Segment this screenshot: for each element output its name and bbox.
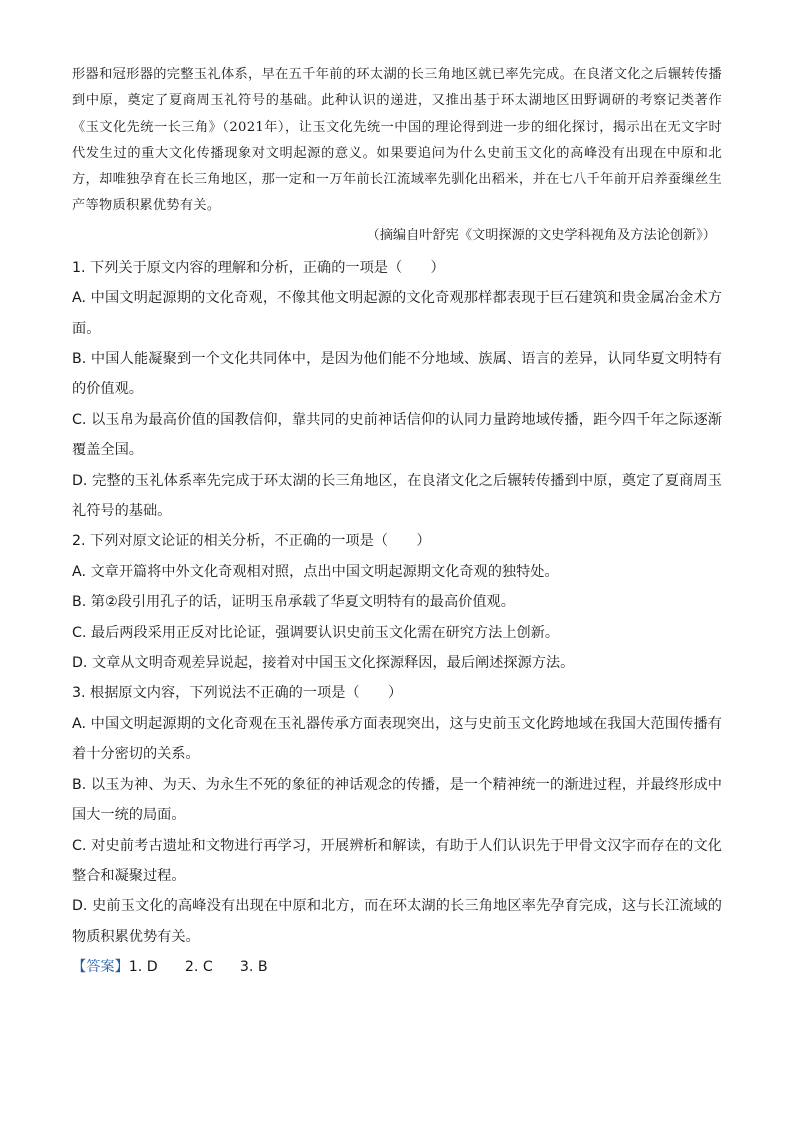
question-list bbox=[72, 253, 722, 982]
question-option: D. 完整的玉礼体系率先完成于环太湖的长三角地区，在良渚文化之后辗转传播到中原，奠定了夏商周玉礼符号的基础。 bbox=[72, 472, 722, 520]
question-option: B. 以玉为神、为天、为永生不死的象征的神话观念的传播，是一个精神统一的渐进过程，并最终形成中国大一统的局面。 bbox=[72, 776, 722, 824]
document-page bbox=[72, 62, 722, 982]
answer-item: 3. B bbox=[239, 959, 268, 976]
question-option: C. 以玉帛为最高价值的国教信仰，靠共同的史前神话信仰的认同力量跨地域传播，距今四千年之际逐渐覆盖全国。 bbox=[72, 411, 722, 459]
question-2 bbox=[72, 526, 722, 678]
question-option: C. 最后两段采用正反对比论证，强调要认识史前玉文化需在研究方法上创新。 bbox=[72, 624, 560, 641]
answer-label: 【答案】 bbox=[72, 959, 129, 976]
question-option: B. 第②段引用孔子的话，证明玉帛承载了华夏文明特有的最高价值观。 bbox=[72, 594, 515, 611]
question-stem: 2. 下列对原文论证的相关分析，不正确的一项是（ ） bbox=[72, 533, 431, 550]
answer-line bbox=[72, 952, 722, 982]
answer-item: 2. C bbox=[184, 959, 213, 976]
passage-source: （摘编自叶舒宪《文明探源的文史学科视角及方法论创新》） bbox=[366, 227, 716, 243]
question-option: B. 中国人能凝聚到一个文化共同体中，是因为他们能不分地域、族属、语言的差异，认同华夏文明特有的价值观。 bbox=[72, 351, 722, 398]
question-stem: 1. 下列关于原文内容的理解和分析，正确的一项是（ ） bbox=[72, 259, 445, 276]
question-option: D. 史前玉文化的高峰没有出现在中原和北方，而在环太湖的长三角地区率先孕育完成，这与长江流域的物质积累优势有关。 bbox=[72, 898, 722, 945]
question-option: C. 对史前考古遗址和文物进行再学习，开展辨析和解读，有助于人们认识先于甲骨文汉字而存在的文化整合和凝聚过程。 bbox=[72, 837, 722, 884]
answer-item: 1. D bbox=[128, 959, 158, 976]
question-option: A. 中国文明起源期的文化奇观，不像其他文明起源的文化奇观那样都表现于巨石建筑和贵金属冶金术方面。 bbox=[72, 290, 722, 337]
question-3 bbox=[72, 678, 722, 952]
question-option: A. 文章开篇将中外文化奇观相对照，点出中国文明起源期文化奇观的独特处。 bbox=[72, 563, 559, 580]
passage-paragraph bbox=[72, 62, 722, 220]
question-option: D. 文章从文明奇观差异说起，接着对中国玉文化探源释因，最后阐述探源方法。 bbox=[72, 655, 575, 672]
question-option: A. 中国文明起源期的文化奇观在玉礼器传承方面表现突出，这与史前玉文化跨地域在我国大范围传播有着十分密切的关系。 bbox=[72, 715, 722, 763]
question-stem: 3. 根据原文内容，下列说法不正确的一项是（ ） bbox=[72, 685, 403, 702]
passage-text: 形器和冠形器的完整玉礼体系，早在五千年前的环太湖的长三角地区就已率先完成。在良渚文化之后辗转传播到中原，奠定了夏商周玉礼符号的基础。此种认识的递进，又推出基于环太湖地区田野调研的考察记类著作《玉文化先统一长三角》（2021年），让玉文化先统一中国的理论得到进一步的细化探讨，揭示出在无文字时代发生过的重大文化传播现象对文明起源的意义。如果要追问为什么史前玉文化的高峰没有出现在中原和北方，却唯独孕育在长三角地区，那一定和一万年前长江流域率先驯化出稻米，并在七八千年前开启养蚕缫丝生产等物质积累优势有关。 bbox=[72, 67, 722, 214]
question-1 bbox=[72, 253, 722, 527]
